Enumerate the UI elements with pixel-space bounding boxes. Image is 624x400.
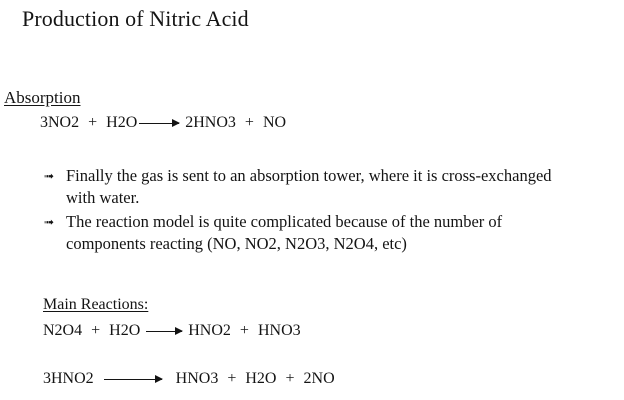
reactant-2: H2O xyxy=(109,322,141,339)
bullet-line: Finally the gas is sent to an absorption tower, where it is cross-exchanged xyxy=(66,166,552,185)
absorption-reaction xyxy=(40,114,286,132)
plus-sign: + xyxy=(88,114,98,131)
plus-sign: + xyxy=(244,114,254,131)
reaction-arrow-icon xyxy=(146,331,182,332)
product-3: 2NO xyxy=(303,370,335,387)
product-2: H2O xyxy=(245,370,277,387)
product-2: HNO3 xyxy=(257,322,301,339)
reactant-1: 3NO2 xyxy=(40,114,80,131)
product-1: HNO3 xyxy=(175,370,219,387)
bullet-line: The reaction model is quite complicated because of the number of xyxy=(66,212,503,231)
main-reaction-2 xyxy=(43,370,335,388)
reactant-1: N2O4 xyxy=(43,322,83,339)
product-1: 2HNO3 xyxy=(185,114,236,131)
reaction-arrow-icon xyxy=(139,123,179,124)
bullet-list xyxy=(44,165,552,257)
list-item xyxy=(44,165,552,209)
product-1: HNO2 xyxy=(188,322,231,339)
reactant-1: 3HNO2 xyxy=(43,370,94,387)
absorption-heading: Absorption xyxy=(4,88,81,107)
page-title: Production of Nitric Acid xyxy=(22,6,249,31)
reaction-arrow-icon xyxy=(104,379,162,380)
plus-sign: + xyxy=(239,322,249,339)
list-item xyxy=(44,211,552,255)
bullet-line: with water. xyxy=(66,188,140,207)
reactant-2: H2O xyxy=(106,114,138,131)
arrow-bullet-icon: ➟ xyxy=(44,169,53,183)
product-2: NO xyxy=(262,114,287,131)
plus-sign: + xyxy=(285,370,295,387)
main-reactions-heading: Main Reactions: xyxy=(43,296,149,313)
main-reaction-1 xyxy=(43,322,301,340)
bullet-line: components reacting (NO, NO2, N2O3, N2O4, etc) xyxy=(66,234,407,253)
arrow-bullet-icon: ➟ xyxy=(44,215,53,229)
plus-sign: + xyxy=(227,370,237,387)
plus-sign: + xyxy=(91,322,101,339)
